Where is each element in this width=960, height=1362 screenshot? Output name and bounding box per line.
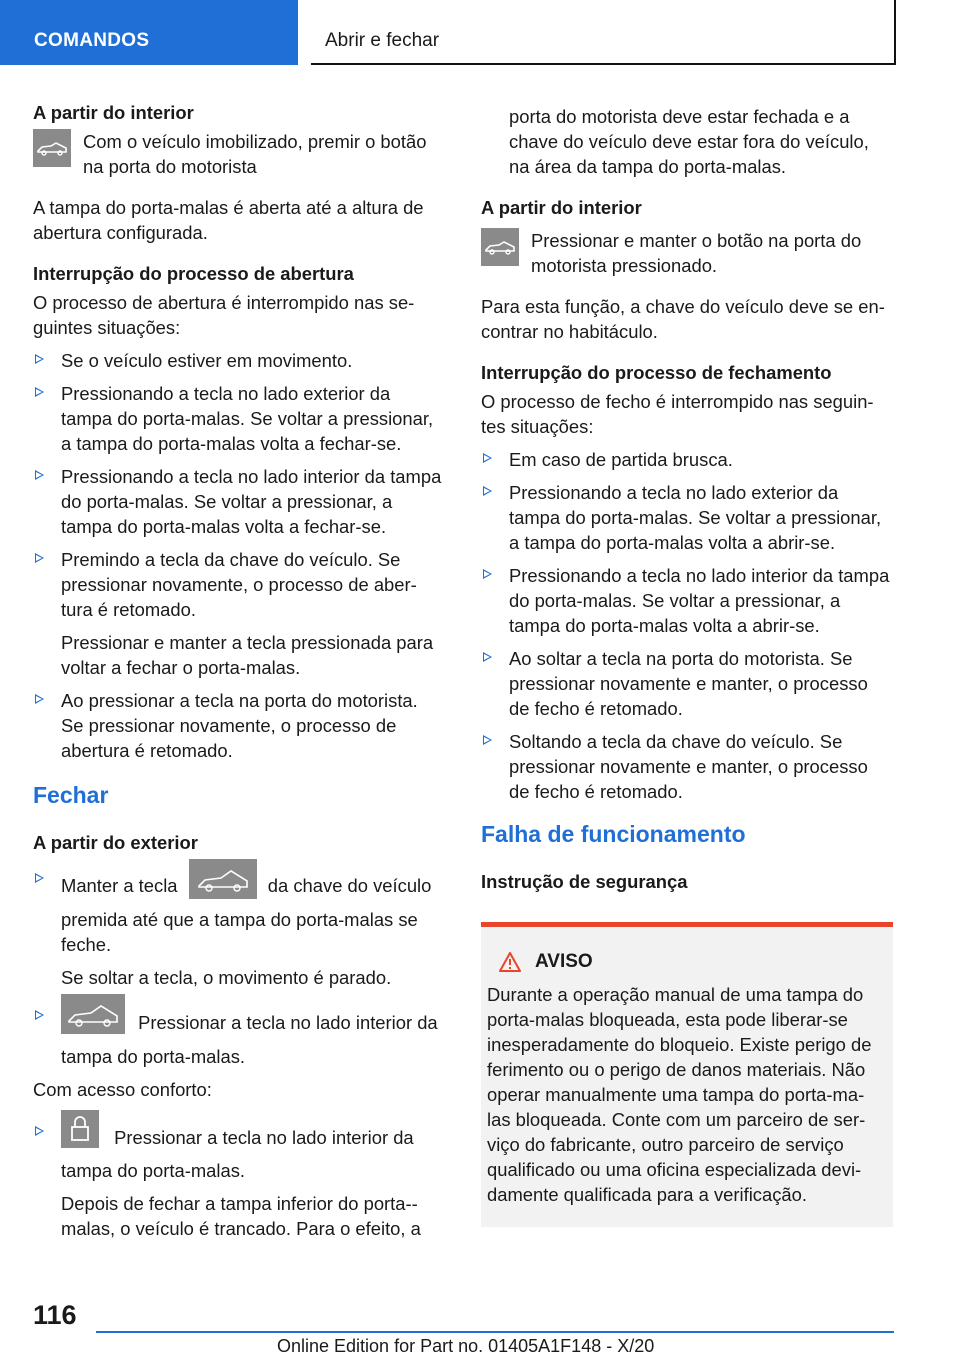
bullet-icon [35,553,44,563]
paragraph-interrup: O processo de abertura é interrompido nas se-guintes situações: [33,292,415,338]
list-item-note: Depois de fechar a tampa inferior do porta--malas, o veículo é trancado. Para o efeito, a [61,1193,421,1239]
list-item: Ao soltar a tecla na porta do motorista. Se pressionar novamente e manter, o processo de fecho é retomado. [481,646,893,721]
list-item: Pressionando a tecla no lado interior da tampa do porta-malas. Se voltar a pressionar, a tampa do porta-malas volta a abrir-se. [481,563,893,638]
interior-text: Pressionar e manter o botão na porta do motorista pressionado. [531,230,862,276]
list-item: Manter a tecla da chave do veículo premida até que a tampa do porta-malas se feche. Se soltar a tecla, o movimento é parado. [33,867,445,990]
list-item: Pressionando a tecla no lado exterior da tampa do porta-malas. Se voltar a pressionar, a tampa do porta-malas volta a fechar-se. [33,381,445,456]
list-item: Pressionando a tecla no lado interior da tampa do porta-malas. Se voltar a pressionar, a tampa do porta-malas volta a fechar-se. [33,464,445,539]
heading-falha: Falha de funcionamento [481,821,746,847]
topic-header [311,0,896,65]
edition-text: Online Edition for Part no. 01405A1F148 - X/20 [277,1336,655,1356]
list-fechar [33,867,445,1069]
bullet-icon [35,873,44,883]
bullet-icon [35,1010,44,1020]
page-number: 116 [33,1300,77,1330]
list-item-note: Se soltar a tecla, o movimento é parado. [61,967,392,988]
interior-instruction [481,228,893,278]
list-item: Em caso de partida brusca. [481,447,893,472]
list-item: Ao pressionar a tecla na porta do motorista. Se pressionar novamente, o processo de abertura é retomado. [33,688,445,763]
bullet-icon [35,387,44,397]
list-item: Pressionando a tecla no lado exterior da tampa do porta-malas. Se voltar a pressionar, a tampa do porta-malas volta a abrir-se. [481,480,893,555]
list-item: Pressionar a tecla no lado interior da tampa do porta-malas. Depois de fechar a tampa inferior do porta--malas, o veículo é trancado. Para o efeito, a [33,1120,445,1241]
car-trunk-icon [189,859,257,899]
car-trunk-icon [61,994,125,1034]
bullet-icon [483,652,492,662]
car-trunk-icon [33,129,71,167]
bullet-icon [35,1126,44,1136]
topic-title: Abrir e fechar [325,30,440,51]
bullet-icon [483,735,492,745]
list-conforto [33,1120,445,1241]
list-interrup-abertura [33,348,445,763]
paragraph-abertura: A tampa do porta-malas é aberta até a altura de abertura configurada. [33,197,424,243]
bullet-icon [483,453,492,463]
section-tab [0,0,298,65]
heading-interrup-fechamento: Interrupção do processo de fechamento [481,362,832,383]
heading-exterior: A partir do exterior [33,832,198,853]
car-trunk-icon [481,228,519,266]
bullet-icon [35,694,44,704]
list-item: Premindo a tecla da chave do veículo. Se pressionar novamente, o processo de aber-tura é retomado. Pressionar e manter a tecla pressionada para voltar a fechar o porta-malas. [33,547,445,680]
heading-interior: A partir do interior [481,197,642,218]
list-item: Pressionar a tecla no lado interior da tampa do porta-malas. [33,1004,445,1069]
heading-seguranca: Instrução de segurança [481,871,688,892]
list-item: Soltando a tecla da chave do veículo. Se pressionar novamente e manter, o processo de fecho é retomado. [481,729,893,804]
paragraph-chave: Para esta função, a chave do veículo deve se en-contrar no habitáculo. [481,296,885,342]
warning-text: Durante a operação manual de uma tampa do porta-malas bloqueada, esta pode liberar-se inesperadamente do bloqueio. Existe perigo de ferimento ou o perigo de danos materiais. Não operar manualmente uma tampa do porta-ma-las bloqueada. Conte com um parceiro de ser-viço do fabricante, outro parceiro de serviço qualificado ou uma oficina especializada devi-damente qualificada para a verificação. [487,984,872,1205]
interior-text: Com o veículo imobilizado, premir o botão na porta do motorista [83,131,427,177]
paragraph-interrup: O processo de fecho é interrompido nas seguin-tes situações: [481,391,874,437]
bullet-icon [35,354,44,364]
interior-instruction [33,129,445,179]
warning-box [481,922,893,1227]
bullet-icon [483,569,492,579]
list-item-note: Pressionar e manter a tecla pressionada para voltar a fechar o porta-malas. [61,632,434,678]
paragraph-continuation: porta do motorista deve estar fechada e a chave do veículo deve estar fora do veículo, na área da tampa do porta-malas. [509,106,869,177]
list-interrup-fechamento [481,447,893,804]
section-title: COMANDOS [34,30,150,51]
paragraph-conforto: Com acesso conforto: [33,1079,212,1100]
warning-icon [499,952,521,972]
bullet-icon [35,470,44,480]
heading-interrup-abertura: Interrupção do processo de abertura [33,263,354,284]
lock-icon [61,1110,99,1148]
list-item: Se o veículo estiver em movimento. [33,348,445,373]
left-column [33,100,445,1257]
heading-fechar: Fechar [33,782,109,808]
footer-divider [96,1331,894,1333]
heading-interior: A partir do interior [33,102,194,123]
warning-title: AVISO [487,949,885,974]
bullet-icon [483,486,492,496]
right-column [481,104,893,1227]
